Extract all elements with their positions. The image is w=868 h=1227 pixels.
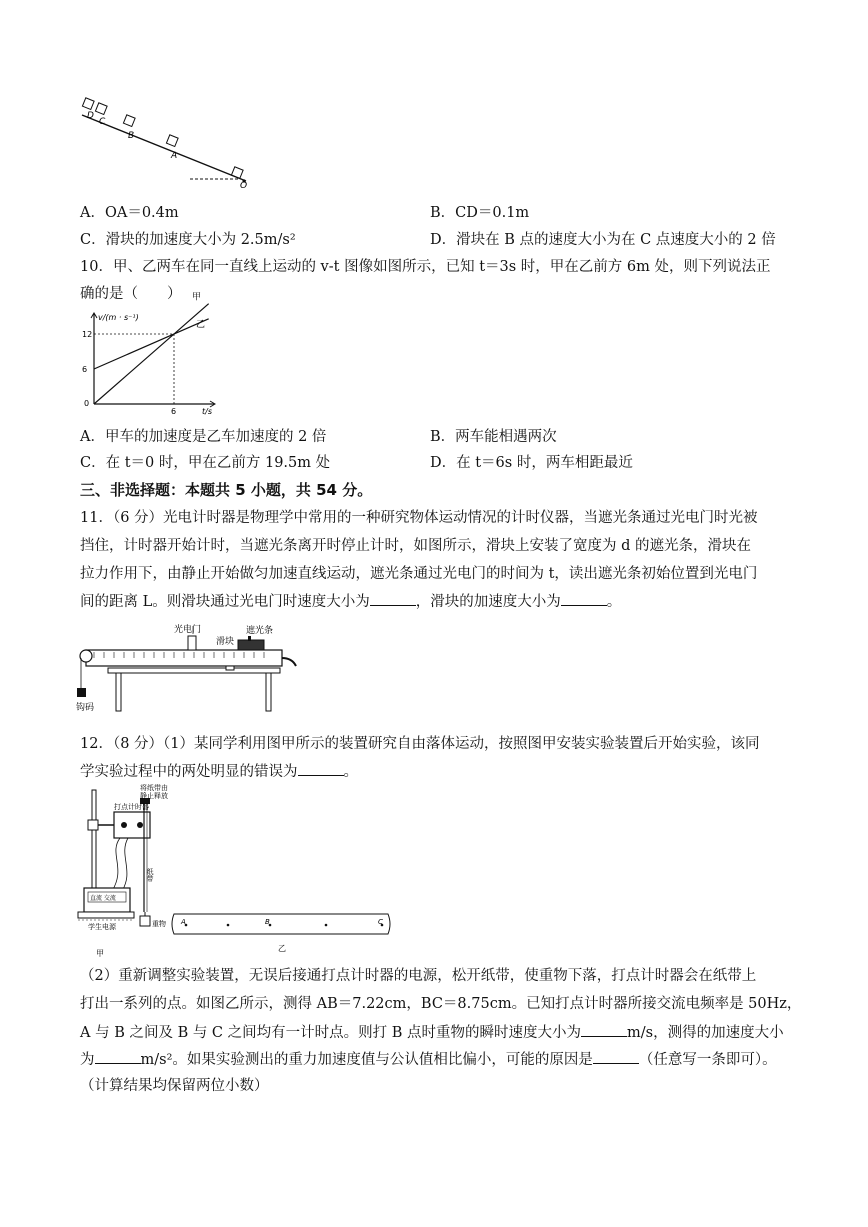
tape-label-a: A: [181, 918, 186, 926]
q11-line2: 挡住，计时器开始计时，当遮光条离开时停止计时，如图所示，滑块上安装了宽度为 d 的遮光条，滑块在: [80, 538, 751, 554]
bench: [78, 912, 134, 918]
q11-line3: 拉力作用下，由静止开始做匀加速直线运动，遮光条通过光电门的时间为 t，读出遮光条初始位置到光电门: [80, 566, 758, 582]
label-power: 学生电源: [88, 923, 116, 931]
label-d: D: [87, 111, 94, 121]
gate-foot: [226, 666, 234, 670]
wire-2: [120, 838, 128, 894]
label-hook-weight: 钩码: [76, 703, 95, 713]
q9-option-d[interactable]: D．滑块在 B 点的速度大小为在 C 点速度大小的 2 倍: [430, 232, 776, 248]
block-d: [82, 98, 94, 110]
label-strip: 遮光条: [246, 626, 274, 636]
label-release-1: 将纸带由: [140, 784, 168, 792]
q12-velocity-blank[interactable]: [581, 1022, 627, 1037]
hook-weight: [77, 688, 86, 697]
y-tick-label-6: 6: [82, 365, 88, 374]
y-axis-label: v/(m · s⁻¹): [98, 313, 139, 322]
block-a: [166, 135, 178, 147]
air-hose: [282, 658, 296, 666]
label-a: A: [171, 151, 178, 161]
label-release-2: 静止释放: [140, 792, 168, 800]
label-yi: 乙: [278, 944, 286, 953]
q12-line2-text-a: 学实验过程中的两处明显的错误为: [80, 764, 298, 780]
x-axis-label: t/s: [202, 407, 212, 416]
q11-velocity-blank[interactable]: [370, 591, 416, 606]
heavy-weight: [140, 916, 150, 926]
wire-1: [110, 838, 120, 894]
q12-part2-line5: （计算结果均保留两位小数）: [80, 1078, 269, 1094]
q11-line4: [80, 591, 621, 612]
q12-part2-line3-b: m/s，测得的加速度大小: [627, 1025, 784, 1041]
incline-line: [82, 115, 246, 181]
q12-part2-line1: （2）重新调整实验装置，无误后接通打点计时器的电源，松开纸带，使重物下落，打点计时器会在纸带上: [80, 968, 757, 984]
origin-label: 0: [84, 399, 90, 408]
q12-part2-line4-a: 为: [80, 1052, 95, 1068]
table-leg-right: [266, 673, 271, 711]
q10-option-c[interactable]: C．在 t＝0 时，甲在乙前方 19.5m 处: [80, 455, 331, 471]
q10-stem-line1: 10．甲、乙两车在同一直线上运动的 v-t 图像如图所示，已知 t＝3s 时，甲在乙前方 6m 处，则下列说法正: [80, 259, 771, 275]
q12-freefall-figure: [78, 784, 398, 960]
q12-part2-line4: [80, 1049, 777, 1070]
label-jia: 甲: [96, 949, 104, 958]
label-slider: 滑块: [216, 637, 235, 647]
q12-line1: 12．（8 分）（1）某同学利用图甲所示的装置研究自由落体运动，按照图甲安装实验装置后开始实验，该同: [80, 736, 760, 752]
table-top: [108, 668, 280, 673]
q12-part2-line4-b: m/s²。如果实验测出的重力加速度值与公认值相比偏小，可能的原因是: [140, 1052, 593, 1068]
q9-incline-figure: [78, 95, 258, 190]
ticker-timer: [114, 812, 150, 838]
label-weight: 重物: [152, 920, 166, 928]
slider-block: [238, 640, 264, 650]
series-label-2: 乙: [196, 319, 206, 330]
label-power-panel: 直流 交流: [90, 895, 116, 902]
label-photogate: 光电门: [174, 625, 202, 635]
q11-line4-text-a: 间的距离 L。则滑块通过光电门时速度大小为: [80, 594, 370, 610]
q12-acceleration-blank[interactable]: [95, 1049, 141, 1064]
tape-label-b: B: [265, 918, 270, 926]
series-line-2: [94, 319, 209, 369]
q12-part2-line2: 打出一系列的点。如图乙所示，测得 AB＝7.22cm，BC＝8.75cm。已知打点计时器所接交流电频率是 50Hz，: [80, 996, 802, 1012]
q12-line2: [80, 761, 358, 782]
q12-part2-line3-a: A 与 B 之间及 B 与 C 之间均有一计时点。则打 B 点时重物的瞬时速度大小为: [80, 1025, 582, 1041]
photogate: [188, 636, 196, 650]
block-b: [123, 115, 135, 127]
q12-reason-blank[interactable]: [593, 1049, 639, 1064]
q12-errors-blank[interactable]: [298, 761, 344, 776]
q9-option-a[interactable]: A．OA＝0.4m: [80, 205, 179, 221]
q10-option-d[interactable]: D．在 t＝6s 时，两车相距最近: [430, 455, 633, 471]
pulley: [80, 650, 92, 662]
section-3-title: 三、非选择题：本题共 5 小题，共 54 分。: [80, 481, 373, 499]
label-o: O: [240, 181, 248, 191]
q12-line2-text-b: 。: [343, 764, 358, 780]
q11-line1: 11．（6 分）光电计时器是物理学中常用的一种研究物体运动情况的计时仪器，当遮光条通过光电门时光被: [80, 510, 758, 526]
series-label-1: 甲: [192, 292, 202, 303]
q9-option-c[interactable]: C．滑块的加速度大小为 2.5m/s²: [80, 232, 296, 248]
y-tick-label-12: 12: [82, 330, 93, 339]
q11-line4-text-b: ，滑块的加速度大小为: [415, 594, 561, 610]
tape-label-c: C: [378, 918, 383, 926]
label-timer: 打点计时器: [114, 803, 149, 811]
label-b: B: [128, 131, 135, 141]
q11-line4-text-c: 。: [606, 594, 622, 610]
q12-part2-line3: [80, 1022, 784, 1043]
q11-acceleration-blank[interactable]: [561, 591, 607, 606]
stand-rod: [92, 790, 96, 900]
q11-airtrack-figure: [78, 622, 308, 714]
label-tape: 纸带: [146, 868, 154, 882]
block-c: [95, 103, 107, 115]
tape-yi: [172, 914, 390, 934]
label-c: C: [99, 117, 106, 127]
q12-part2-line4-c: （任意写一条即可）。: [638, 1052, 777, 1068]
table-leg-left: [116, 673, 121, 711]
light-strip: [248, 636, 251, 641]
q10-option-a[interactable]: A．甲车的加速度是乙车加速度的 2 倍: [80, 429, 327, 445]
x-tick-label-6: 6: [171, 407, 177, 416]
q10-stem-line2: 确的是（ ）: [80, 286, 182, 302]
q9-option-b[interactable]: B．CD＝0.1m: [430, 205, 530, 221]
clamp: [88, 820, 98, 830]
q10-option-b[interactable]: B．两车能相遇两次: [430, 429, 557, 445]
